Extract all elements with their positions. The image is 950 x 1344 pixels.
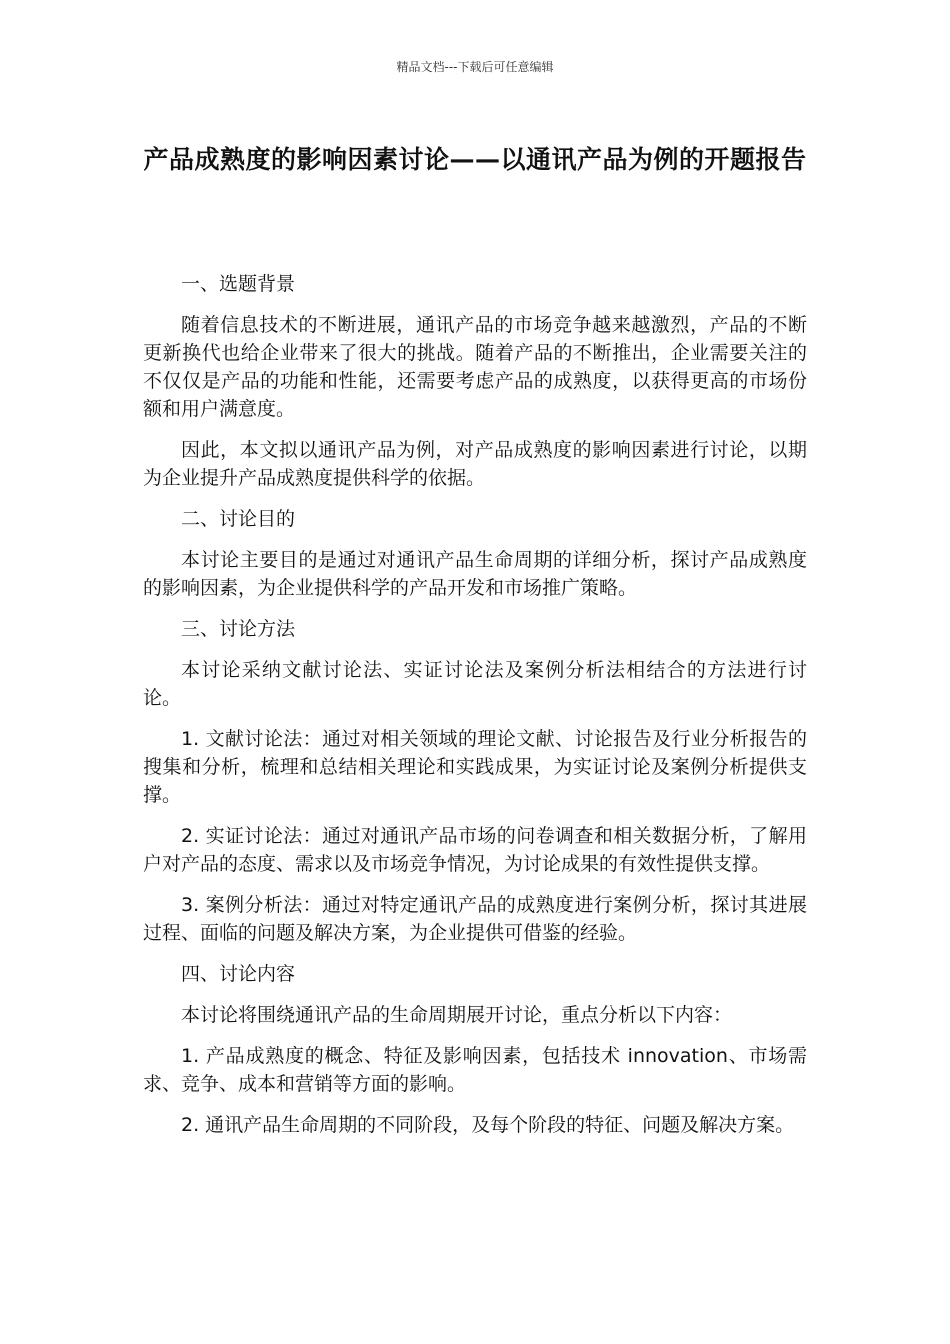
document-body xyxy=(143,270,807,1152)
document-title: 产品成熟度的影响因素讨论——以通讯产品为例的开题报告 xyxy=(143,145,807,174)
paragraph-purpose-intro: 因此，本文拟以通讯产品为例，对产品成熟度的影响因素进行讨论，以期为企业提升产品成熟度提供科学的依据。 xyxy=(143,439,807,489)
list-item-method-3: 3. 案例分析法：通过对特定通讯产品的成熟度进行案例分析，探讨其进展过程、面临的问题及解决方案，为企业提供可借鉴的经验。 xyxy=(143,894,807,944)
list-item-content-1: 1. 产品成熟度的概念、特征及影响因素，包括技术 innovation、市场需求、竞争、成本和营销等方面的影响。 xyxy=(143,1045,807,1095)
section-heading-method: 三、讨论方法 xyxy=(181,618,296,640)
section-heading-background: 一、选题背景 xyxy=(181,273,296,295)
paragraph-content-intro: 本讨论将围绕通讯产品的生命周期展开讨论，重点分析以下内容： xyxy=(181,1004,733,1026)
paragraph-method-intro: 本讨论采纳文献讨论法、实证讨论法及案例分析法相结合的方法进行讨论。 xyxy=(143,659,807,709)
paragraph-background: 随着信息技术的不断进展，通讯产品的市场竞争越来越激烈，产品的不断更新换代也给企业带来了很大的挑战。随着产品的不断推出，企业需要关注的不仅仅是产品的功能和性能，还需要考虑产品的成熟度，以获得更高的市场份额和用户满意度。 xyxy=(143,314,807,420)
list-item-content-2: 2. 通讯产品生命周期的不同阶段，及每个阶段的特征、问题及解决方案。 xyxy=(181,1114,795,1136)
list-item-method-1: 1. 文献讨论法：通过对相关领域的理论文献、讨论报告及行业分析报告的搜集和分析，梳理和总结相关理论和实践成果，为实证讨论及案例分析提供支撑。 xyxy=(143,728,807,806)
section-heading-objective: 二、讨论目的 xyxy=(181,508,296,530)
list-item-method-2: 2. 实证讨论法：通过对通讯产品市场的问卷调查和相关数据分析，了解用户对产品的态度、需求以及市场竞争情况，为讨论成果的有效性提供支撑。 xyxy=(143,825,807,875)
section-heading-content: 四、讨论内容 xyxy=(181,963,296,985)
header-note: 精品文档---下载后可任意编辑 xyxy=(396,60,554,74)
paragraph-objective: 本讨论主要目的是通过对通讯产品生命周期的详细分析，探讨产品成熟度的影响因素，为企业提供科学的产品开发和市场推广策略。 xyxy=(143,549,807,599)
